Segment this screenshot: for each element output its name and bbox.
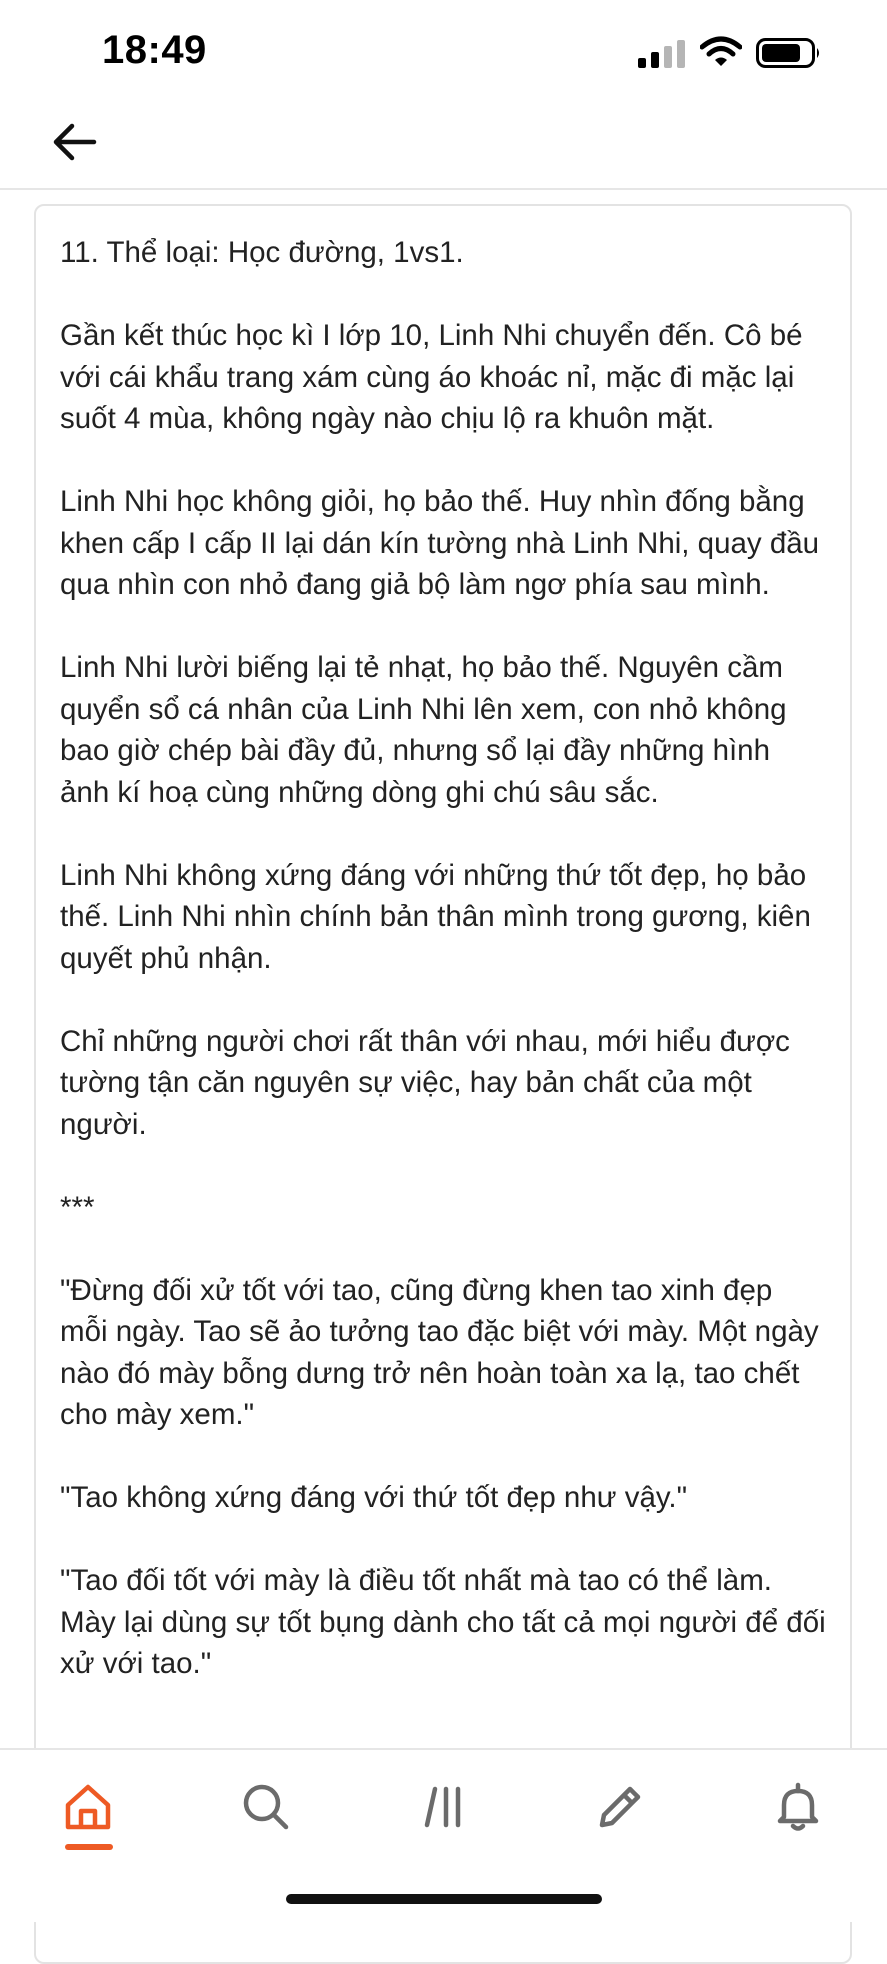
- nav-header: [0, 100, 887, 190]
- story-paragraph: Chỉ những người chơi rất thân với nhau, mới hiểu được tường tận căn nguyên sự việc, hay bản chất của một người.: [60, 1024, 790, 1141]
- signal-bars-icon: [638, 40, 686, 68]
- status-bar: [0, 0, 887, 100]
- bell-icon: [772, 1781, 824, 1833]
- tab-library[interactable]: [404, 1772, 484, 1842]
- story-content-card: [34, 204, 852, 1964]
- story-paragraph: Linh Nhi lười biếng lại tẻ nhạt, họ bảo thế. Nguyên cầm quyển sổ cá nhân của Linh Nhi lên xem, con nhỏ không bao giờ chép bài đầy đủ, nhưng sổ lại đầy những hình ảnh kí hoạ cùng những dòng ghi chú sâu sắc.: [60, 651, 787, 809]
- back-button[interactable]: [48, 116, 100, 168]
- story-paragraph: 11. Thể loại: Học đường, 1vs1.: [60, 236, 464, 269]
- search-icon: [240, 1781, 292, 1833]
- story-paragraph: "Đừng đối xử tốt với tao, cũng đừng khen tao xinh đẹp mỗi ngày. Tao sẽ ảo tưởng tao đặc biệt với mày. Một ngày nào đó mày bỗng dưng trở nên hoàn toàn xa lạ, tao chết cho mày xem.": [60, 1273, 819, 1431]
- tab-search[interactable]: [226, 1772, 306, 1842]
- tab-write[interactable]: [580, 1772, 660, 1842]
- story-separator: ***: [60, 1190, 95, 1224]
- story-paragraph: Linh Nhi không xứng đáng với những thứ tốt đẹp, họ bảo thế. Linh Nhi nhìn chính bản thân mình trong gương, kiên quyết phủ nhận.: [60, 858, 811, 975]
- story-paragraph: "Tao đối tốt với mày là điều tốt nhất mà tao có thể làm. Mày lại dùng sự tốt bụng dành cho tất cả mọi người để đối xử với tao.": [60, 1564, 826, 1680]
- story-text: [60, 232, 826, 1685]
- story-paragraph: Gần kết thúc học kì I lớp 10, Linh Nhi chuyển đến. Cô bé với cái khẩu trang xám cùng áo khoác nỉ, mặc đi mặc lại suốt 4 mùa, không ngày nào chịu lộ ra khuôn mặt.: [60, 319, 803, 435]
- battery-icon: [756, 38, 822, 68]
- tab-home[interactable]: [48, 1772, 128, 1842]
- bottom-tab-bar: [0, 1748, 887, 1922]
- library-icon: [418, 1781, 470, 1833]
- active-tab-indicator: [65, 1844, 113, 1850]
- status-time: 18:49: [102, 28, 207, 72]
- home-icon: [62, 1781, 114, 1833]
- wifi-icon: [700, 36, 742, 68]
- tab-notifications[interactable]: [758, 1772, 838, 1842]
- arrow-left-icon: [50, 118, 98, 166]
- pencil-icon: [594, 1781, 646, 1833]
- home-indicator: [286, 1894, 602, 1904]
- story-paragraph: "Tao không xứng đáng với thứ tốt đẹp như vậy.": [60, 1481, 688, 1514]
- story-paragraph: Linh Nhi học không giỏi, họ bảo thế. Huy nhìn đống bằng khen cấp I cấp II lại dán kín tường nhà Linh Nhi, quay đầu qua nhìn con nhỏ đang giả bộ làm ngơ phía sau mình.: [60, 485, 820, 601]
